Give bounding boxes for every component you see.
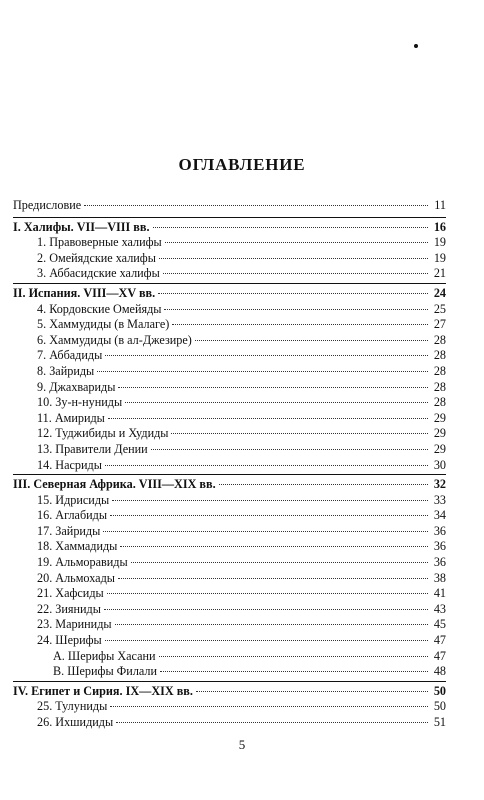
toc-part-entry (13, 477, 446, 493)
dot-leader (159, 656, 428, 657)
toc-entry (13, 395, 446, 411)
toc-entry (13, 586, 446, 602)
dot-leader (105, 640, 428, 641)
dot-leader (110, 706, 428, 707)
toc-part-entry (13, 286, 446, 302)
dot-leader (118, 578, 428, 579)
dot-leader (108, 418, 428, 419)
toc-entry-label: I. Халифы. VII—VIII вв. (13, 219, 150, 234)
dot-leader (97, 371, 428, 372)
toc-entry-label: В. Шерифы Филали (53, 664, 158, 679)
dot-leader (163, 273, 428, 274)
dot-leader (84, 205, 428, 206)
dot-leader (118, 387, 428, 388)
toc-entry-page: 47 (433, 633, 446, 648)
toc-entry (13, 442, 446, 458)
toc-entry-label: 7. Аббадиды (37, 348, 103, 363)
toc-entry (13, 633, 446, 649)
dot-leader (112, 500, 428, 501)
toc-entry-label: 18. Хаммадиды (37, 539, 118, 554)
toc-entry-page: 33 (433, 492, 446, 507)
dot-leader (107, 593, 428, 594)
dot-leader (158, 293, 428, 294)
toc-entry-page: 29 (433, 441, 446, 456)
toc-entry (13, 571, 446, 587)
dot-leader (196, 691, 428, 692)
toc-entry (13, 508, 446, 524)
toc-entry-page: 36 (433, 555, 446, 570)
toc-entry-label: 14. Насриды (37, 457, 102, 472)
toc-entry-page: 36 (433, 539, 446, 554)
toc-entry (13, 266, 446, 282)
dot-leader (171, 433, 428, 434)
toc-entry-label: 2. Омейядские халифы (37, 250, 156, 265)
toc-entry-label: 1. Правоверные халифы (37, 235, 162, 250)
toc-entry-label: 19. Альморавиды (37, 555, 128, 570)
toc-entry-label: 21. Хафсиды (37, 586, 104, 601)
toc-entry (13, 251, 446, 267)
toc-entry-label: А. Шерифы Хасани (53, 648, 156, 663)
toc-entry-label: 4. Кордовские Омейяды (37, 301, 162, 316)
toc-entry-page: 29 (433, 426, 446, 441)
toc-entry-page: 47 (433, 648, 446, 663)
toc-entry-page: 28 (433, 379, 446, 394)
toc-entry-label: IV. Египет и Сирия. IX—XIX вв. (13, 683, 193, 698)
toc-entry-label: 12. Туджибиды и Худиды (37, 426, 169, 441)
toc-entry-page: 24 (433, 285, 446, 300)
dot-leader (105, 355, 428, 356)
dot-leader (110, 515, 428, 516)
toc-entry-page: 34 (433, 508, 446, 523)
dot-leader (120, 546, 428, 547)
dot-leader (160, 671, 428, 672)
dot-leader (164, 309, 428, 310)
toc-entry (13, 617, 446, 633)
toc-entry (13, 664, 446, 680)
toc-entry-page: 28 (433, 395, 446, 410)
toc-entry (13, 411, 446, 427)
toc-entry-page: 36 (433, 523, 446, 538)
toc-entry-label: 6. Хаммудиды (в ал-Джезире) (37, 332, 192, 347)
toc-entry-label: 17. Зайриды (37, 523, 101, 538)
toc-preface-entry (13, 198, 446, 214)
speck-mark (414, 44, 418, 48)
dot-leader (103, 531, 428, 532)
toc-entry-label: 8. Зайриды (37, 363, 95, 378)
toc-entry-page: 30 (433, 457, 446, 472)
dot-leader (172, 324, 428, 325)
toc-entry-page: 48 (433, 664, 446, 679)
toc-entry-label: 25. Тулуниды (37, 699, 108, 714)
dot-leader (151, 449, 428, 450)
toc-entry-label: 11. Амириды (37, 410, 105, 425)
toc-entry (13, 458, 446, 474)
toc-entry-label: 3. Аббасидские халифы (37, 266, 160, 281)
toc-entry (13, 555, 446, 571)
toc-entry-page: 21 (433, 266, 446, 281)
dot-leader (165, 242, 428, 243)
dot-leader (116, 722, 428, 723)
toc-entry-label: 5. Хаммудиды (в Малаге) (37, 317, 170, 332)
toc-entry (13, 699, 446, 715)
toc-entry-page: 38 (433, 570, 446, 585)
toc-entry-label: Предисловие (13, 198, 82, 212)
toc-entry-label: 10. Зу-н-нуниды (37, 395, 123, 410)
toc-part-entry (13, 220, 446, 236)
dot-leader (131, 562, 428, 563)
toc-entry-label: 13. Правители Дении (37, 441, 148, 456)
page-title: ОГЛАВЛЕНИЕ (178, 155, 306, 175)
toc-entry (13, 348, 446, 364)
toc-entry-page: 28 (433, 348, 446, 363)
toc-entry-page: 50 (433, 683, 446, 698)
dot-leader (159, 258, 428, 259)
toc-entry-label: 20. Альмохады (37, 570, 115, 585)
dot-leader (153, 227, 428, 228)
toc-entry-label: 9. Джахвариды (37, 379, 116, 394)
toc-entry-label: 15. Идрисиды (37, 492, 110, 507)
page-number: 5 (238, 737, 246, 752)
toc-entry-label: 26. Ихшидиды (37, 715, 114, 729)
table-of-contents (13, 198, 446, 731)
toc-entry-page: 32 (433, 477, 446, 492)
dot-leader (125, 402, 428, 403)
toc-entry-page: 19 (433, 250, 446, 265)
toc-entry-page: 50 (433, 699, 446, 714)
toc-entry (13, 602, 446, 618)
toc-entry-label: 22. Зияниды (37, 601, 101, 616)
toc-entry (13, 426, 446, 442)
toc-entry (13, 715, 446, 731)
dot-leader (105, 465, 428, 466)
toc-entry-page: 28 (433, 332, 446, 347)
toc-entry-page: 41 (433, 586, 446, 601)
toc-entry-page: 25 (433, 301, 446, 316)
dot-leader (104, 609, 428, 610)
toc-entry-label: III. Северная Африка. VIII—XIX вв. (13, 477, 216, 492)
toc-part-entry (13, 684, 446, 700)
toc-entry-label: 23. Мариниды (37, 617, 112, 632)
dot-leader (115, 624, 428, 625)
toc-entry-page: 19 (433, 235, 446, 250)
toc-entry (13, 524, 446, 540)
toc-entry-page: 45 (433, 617, 446, 632)
toc-entry (13, 649, 446, 665)
toc-entry (13, 317, 446, 333)
toc-entry (13, 333, 446, 349)
toc-entry-label: 24. Шерифы (37, 633, 102, 648)
toc-entry-page: 28 (433, 363, 446, 378)
dot-leader (195, 340, 428, 341)
toc-entry (13, 380, 446, 396)
toc-entry (13, 364, 446, 380)
toc-entry-page: 43 (433, 601, 446, 616)
toc-entry-label: II. Испания. VIII—XV вв. (13, 285, 156, 300)
toc-entry (13, 539, 446, 555)
toc-entry-page: 27 (433, 317, 446, 332)
toc-entry-page: 16 (433, 219, 446, 234)
toc-entry-label: 16. Аглабиды (37, 508, 108, 523)
dot-leader (219, 484, 428, 485)
toc-entry (13, 493, 446, 509)
toc-entry-page: 11 (434, 198, 446, 212)
toc-entry-page: 51 (433, 715, 446, 729)
toc-entry (13, 235, 446, 251)
toc-entry-page: 29 (433, 410, 446, 425)
toc-entry (13, 302, 446, 318)
